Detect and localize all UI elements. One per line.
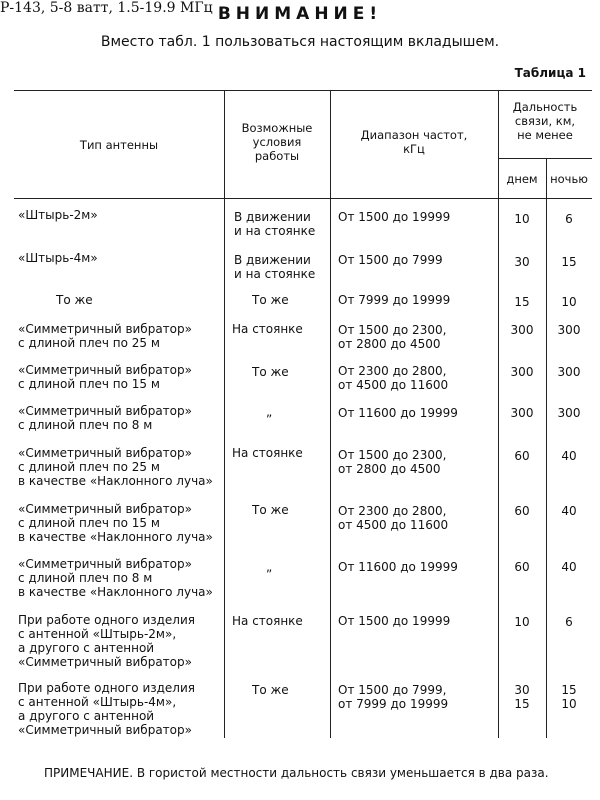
day-range-cell: 60 bbox=[514, 504, 530, 518]
day-range-cell: 300 bbox=[510, 365, 534, 379]
antenna-type-cell: «Симметричный вибратор» с длиной плеч по 15 м bbox=[18, 363, 192, 391]
table-top-rule bbox=[14, 90, 592, 91]
edition-label: Р-143, 5-8 ватт, 1.5-19.9 МГц bbox=[0, 0, 213, 16]
conditions-cell: „ bbox=[266, 405, 273, 419]
conditions-cell: „ bbox=[266, 560, 273, 574]
day-range-cell: 30 bbox=[514, 255, 530, 269]
subtitle: Вместо табл. 1 пользоваться настоящим вкладышем. bbox=[100, 34, 500, 50]
antenna-type-cell: «Симметричный вибратор» с длиной плеч по 15 м в качестве «Наклонного луча» bbox=[18, 502, 213, 544]
col-divider-2 bbox=[330, 90, 331, 738]
conditions-cell: На стоянке bbox=[232, 446, 303, 460]
day-range-cell: 60 bbox=[514, 449, 530, 463]
antenna-type-cell: При работе одного изделия с антенной «Штырь-4м», а другого с антенной «Симметричный вибратор» bbox=[18, 681, 195, 737]
frequency-cell: От 7999 до 19999 bbox=[338, 293, 451, 307]
frequency-cell: От 1500 до 2300, от 2800 до 4500 bbox=[338, 323, 447, 351]
table-number: Таблица 1 bbox=[514, 66, 586, 80]
warning-title: ВНИМАНИЕ! bbox=[217, 4, 383, 24]
night-range-cell: 6 bbox=[565, 212, 573, 226]
frequency-cell: От 1500 до 19999 bbox=[338, 614, 451, 628]
night-range-cell: 300 bbox=[557, 323, 581, 337]
conditions-cell: То же bbox=[252, 503, 289, 517]
conditions-cell: То же bbox=[252, 683, 289, 697]
night-range-cell: 40 bbox=[561, 504, 577, 518]
antenna-type-cell: «Штырь-4м» bbox=[18, 251, 98, 265]
header-conditions: Возможные условия работы bbox=[241, 121, 313, 163]
day-range-cell: 10 bbox=[514, 212, 530, 226]
night-range-cell: 6 bbox=[565, 615, 573, 629]
col-divider-1 bbox=[224, 90, 225, 738]
night-range-cell: 15 bbox=[561, 255, 577, 269]
footnote: ПРИМЕЧАНИЕ. В гористой местности дальность связи уменьшается в два раза. bbox=[44, 766, 549, 780]
frequency-cell: От 2300 до 2800, от 4500 до 11600 bbox=[338, 504, 449, 532]
frequency-cell: От 1500 до 19999 bbox=[338, 210, 451, 224]
antenna-type-cell: «Симметричный вибратор» с длиной плеч по 8 м bbox=[18, 404, 192, 432]
conditions-cell: То же bbox=[252, 365, 289, 379]
antenna-type-cell: «Симметричный вибратор» с длиной плеч по 25 м bbox=[18, 322, 192, 350]
antenna-type-cell: «Симметричный вибратор» с длиной плеч по 25 м в качестве «Наклонного луча» bbox=[18, 446, 213, 488]
frequency-cell: От 1500 до 2300, от 2800 до 4500 bbox=[338, 448, 447, 476]
antenna-type-cell: «Штырь-2м» bbox=[18, 208, 98, 222]
day-range-cell: 300 bbox=[510, 323, 534, 337]
antenna-type-cell: При работе одного изделия с антенной «Штырь-2м», а другого с антенной «Симметричный вибратор» bbox=[18, 613, 195, 669]
antenna-type-cell: «Симметричный вибратор» с длиной плеч по 8 м в качестве «Наклонного луча» bbox=[18, 557, 213, 599]
frequency-cell: От 11600 до 19999 bbox=[338, 406, 458, 420]
night-range-cell: 40 bbox=[561, 449, 577, 463]
night-range-cell: 300 bbox=[557, 365, 581, 379]
col-divider-4 bbox=[546, 158, 547, 738]
conditions-cell: В движении и на стоянке bbox=[234, 210, 316, 238]
night-range-cell: 15 10 bbox=[561, 683, 577, 711]
night-range-cell: 300 bbox=[557, 406, 581, 420]
day-range-cell: 300 bbox=[510, 406, 534, 420]
night-range-cell: 10 bbox=[561, 295, 577, 309]
antenna-type-cell: То же bbox=[56, 293, 93, 307]
day-range-cell: 10 bbox=[514, 615, 530, 629]
frequency-cell: От 2300 до 2800, от 4500 до 11600 bbox=[338, 364, 449, 392]
range-split-rule bbox=[498, 158, 592, 159]
frequency-cell: От 1500 до 7999, от 7999 до 19999 bbox=[338, 683, 449, 711]
frequency-cell: От 11600 до 19999 bbox=[338, 560, 458, 574]
day-range-cell: 30 15 bbox=[514, 683, 530, 711]
night-range-cell: 40 bbox=[561, 560, 577, 574]
day-range-cell: 15 bbox=[514, 295, 530, 309]
header-day: днем bbox=[506, 172, 538, 186]
conditions-cell: На стоянке bbox=[232, 614, 303, 628]
header-night: ночью bbox=[550, 172, 588, 186]
header-frequency: Диапазон частот, кГц bbox=[360, 128, 468, 156]
table-header-rule bbox=[14, 198, 592, 199]
header-antenna: Тип антенны bbox=[79, 138, 159, 152]
conditions-cell: На стоянке bbox=[232, 322, 303, 336]
header-range: Дальность связи, км, не менее bbox=[512, 100, 578, 142]
conditions-cell: В движении и на стоянке bbox=[234, 253, 316, 281]
frequency-cell: От 1500 до 7999 bbox=[338, 253, 443, 267]
conditions-cell: То же bbox=[252, 293, 289, 307]
day-range-cell: 60 bbox=[514, 560, 530, 574]
